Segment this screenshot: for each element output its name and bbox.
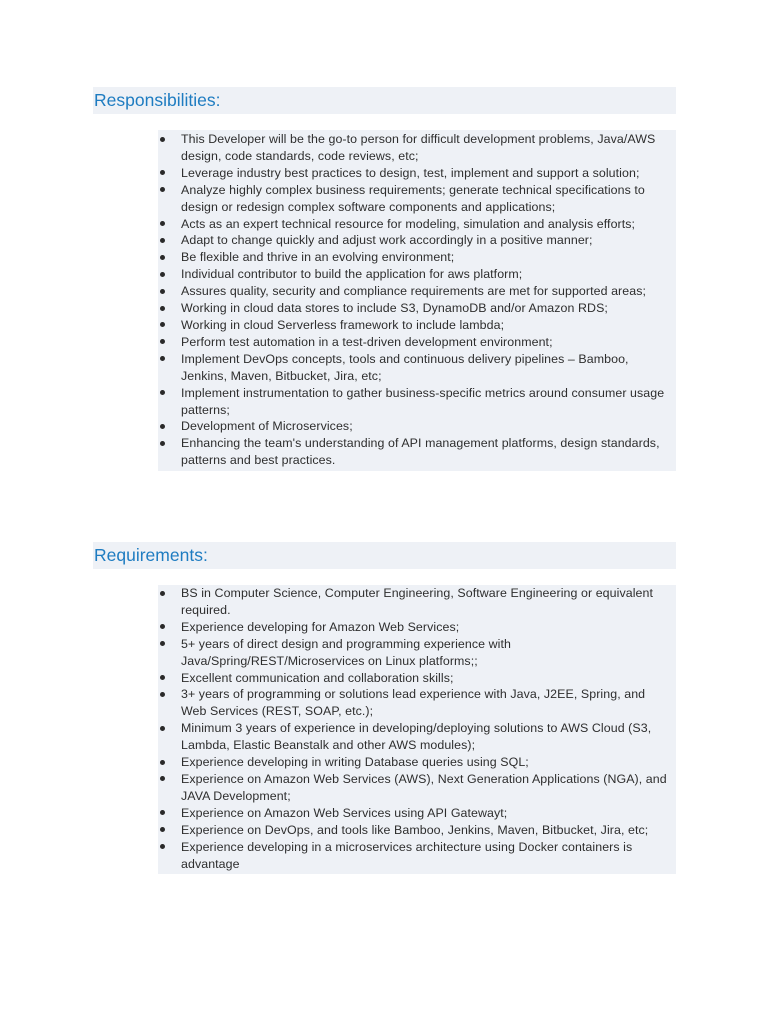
list-item: Assures quality, security and compliance requirements are met for supported areas;: [158, 283, 676, 300]
responsibilities-heading: Responsibilities:: [93, 87, 676, 114]
list-item: Analyze highly complex business requirements; generate technical specifications to design or redesign complex software components and applications;: [158, 182, 676, 216]
list-item: Perform test automation in a test-driven development environment;: [158, 334, 676, 351]
list-item: Implement DevOps concepts, tools and continuous delivery pipelines – Bamboo, Jenkins, Maven, Bitbucket, Jira, etc;: [158, 351, 676, 385]
list-item: BS in Computer Science, Computer Engineering, Software Engineering or equivalent required.: [158, 585, 676, 619]
list-item: Minimum 3 years of experience in developing/deploying solutions to AWS Cloud (S3, Lambda, Elastic Beanstalk and other AWS modules);: [158, 720, 676, 754]
list-item: Be flexible and thrive in an evolving environment;: [158, 249, 676, 266]
list-item: Experience developing in writing Database queries using SQL;: [158, 754, 676, 771]
responsibilities-list: [158, 131, 676, 469]
requirements-heading: Requirements:: [93, 542, 676, 569]
list-item: Working in cloud Serverless framework to include lambda;: [158, 317, 676, 334]
list-item: 5+ years of direct design and programming experience with Java/Spring/REST/Microservices on Linux platforms;;: [158, 636, 676, 670]
responsibilities-list-box: [158, 130, 676, 471]
list-item: Leverage industry best practices to design, test, implement and support a solution;: [158, 165, 676, 182]
list-item: Experience on DevOps, and tools like Bamboo, Jenkins, Maven, Bitbucket, Jira, etc;: [158, 822, 676, 839]
list-item: Experience developing for Amazon Web Services;: [158, 619, 676, 636]
list-item: Experience on Amazon Web Services using API Gatewayt;: [158, 805, 676, 822]
list-item: Adapt to change quickly and adjust work accordingly in a positive manner;: [158, 232, 676, 249]
list-item: Excellent communication and collaboration skills;: [158, 670, 676, 687]
list-item: Working in cloud data stores to include S3, DynamoDB and/or Amazon RDS;: [158, 300, 676, 317]
list-item: Enhancing the team's understanding of API management platforms, design standards, patterns and best practices.: [158, 435, 676, 469]
list-item: 3+ years of programming or solutions lead experience with Java, J2EE, Spring, and Web Services (REST, SOAP, etc.);: [158, 686, 676, 720]
requirements-list-box: [158, 585, 676, 874]
list-item: Experience on Amazon Web Services (AWS), Next Generation Applications (NGA), and JAVA Development;: [158, 771, 676, 805]
list-item: Implement instrumentation to gather business-specific metrics around consumer usage patterns;: [158, 385, 676, 419]
list-item: Individual contributor to build the application for aws platform;: [158, 266, 676, 283]
list-item: Development of Microservices;: [158, 418, 676, 435]
list-item: Acts as an expert technical resource for modeling, simulation and analysis efforts;: [158, 216, 676, 233]
list-item: This Developer will be the go-to person for difficult development problems, Java/AWS design, code standards, code reviews, etc;: [158, 131, 676, 165]
list-item: Experience developing in a microservices architecture using Docker containers is advantage: [158, 839, 676, 873]
requirements-list: [158, 585, 676, 872]
